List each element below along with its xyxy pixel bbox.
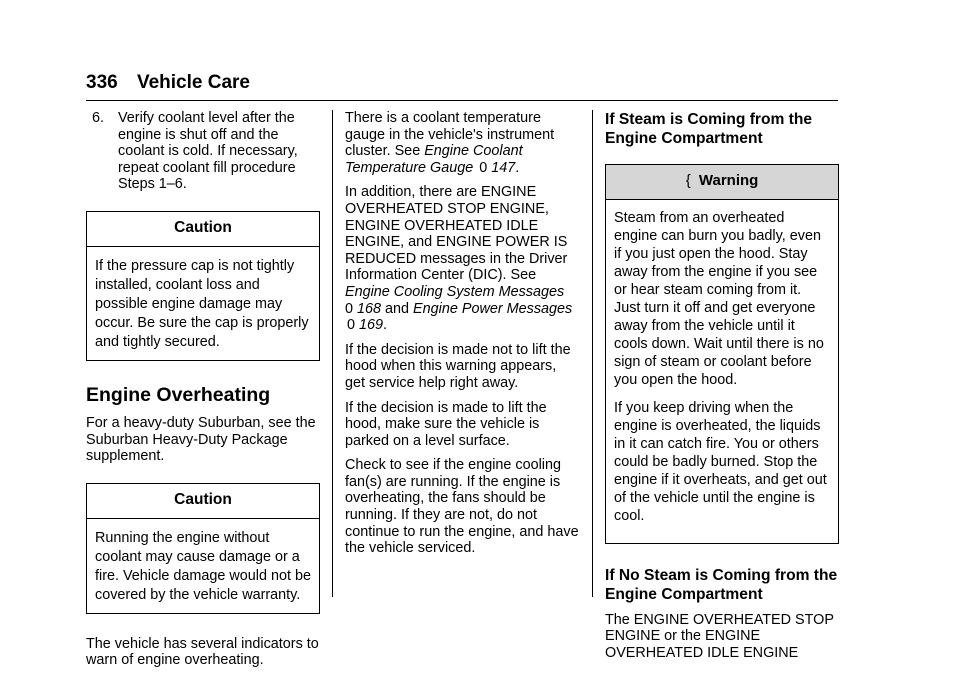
paragraph: The ENGINE OVERHEATED STOP ENGINE or the ENGINE OVERHEATED IDLE ENGINE	[605, 611, 834, 661]
paragraph-text: In addition, there are ENGINE OVERHEATED STOP ENGINE, ENGINE OVERHEATED IDLE ENGINE, and ENGINE POWER IS REDUCED messages in the Driver Information Center (DIC). See	[345, 184, 568, 284]
paragraph: Check to see if the engine cooling fan(s) are running. If the engine is overheating, the fans should be running. If they are not, do not continue to run the engine, and have the vehicle serviced.	[345, 457, 579, 557]
xref-icon: 0	[347, 317, 356, 334]
header-rule	[86, 100, 838, 101]
xref-icon: 0	[479, 159, 488, 176]
warning-title: Warning	[698, 172, 759, 189]
section-title: Vehicle Care	[136, 72, 251, 93]
subsection-heading: If Steam is Coming from the Engine Compartment	[605, 111, 813, 147]
caution-box	[86, 211, 320, 361]
column-divider	[592, 110, 593, 597]
caution-box	[86, 483, 320, 614]
cross-reference-link[interactable]: Engine Coolant Temperature Gauge	[345, 143, 523, 176]
step-number: 6.	[92, 110, 105, 126]
caution-title: Caution	[87, 212, 319, 247]
caution-body: If the pressure cap is not tightly installed, coolant loss and possible engine damage may occur. Be sure the cap is properly and tightly secured.	[95, 257, 309, 350]
paragraph: Steam from an overheated engine can burn you badly, even if you just open the hood. Stay away from the engine if you see or hear steam coming from it. Just turn it off and get everyone away from the vehicle until it cools down. Wait until there is no sign of steam or coolant before you open the hood.	[614, 209, 824, 388]
page-header	[86, 72, 250, 94]
column-3	[605, 110, 839, 669]
subsection-heading: If No Steam is Coming from the Engine Compartment	[605, 566, 838, 603]
paragraph: If the decision is made not to lift the hood when this warning appears, get service help right away.	[345, 341, 571, 391]
warning-icon: {	[685, 172, 691, 189]
paragraph: If the decision is made to lift the hood, make sure the vehicle is parked on a level surface.	[345, 399, 547, 449]
page-ref[interactable]: 169	[359, 317, 384, 334]
column-divider	[332, 110, 333, 597]
section-heading: Engine Overheating	[86, 383, 271, 406]
warning-header	[606, 165, 838, 200]
cross-reference-link[interactable]: Engine Cooling System Messages	[345, 283, 565, 300]
paragraph: For a heavy-duty Suburban, see the Suburban Heavy-Duty Package supplement.	[86, 415, 316, 465]
column-1	[86, 110, 320, 677]
caution-body: Running the engine without coolant may cause damage or a fire. Vehicle damage would not be covered by the vehicle warranty.	[95, 529, 311, 603]
warning-body	[606, 200, 838, 543]
paragraph: The vehicle has several indicators to warn of engine overheating.	[86, 635, 319, 669]
caution-title: Caution	[87, 484, 319, 519]
page-ref[interactable]: 147	[491, 159, 516, 176]
paragraph-text: and	[385, 300, 410, 317]
page-number: 336	[86, 72, 118, 93]
step-item	[86, 110, 320, 193]
paragraph-text: There is a coolant temperature gauge in the vehicle's instrument cluster. See	[345, 110, 555, 160]
paragraph: If you keep driving when the engine is overheated, the liquids in it can catch fire. You or others could be badly burned. Stop the engine if it overheats, and get out of the vehicle until the engine is cool.	[614, 399, 827, 524]
paragraph: In addition, there are ENGINE OVERHEATED STOP ENGINE, ENGINE OVERHEATED IDLE ENGINE, and ENGINE POWER IS REDUCED messages in the Driver Information Center (DIC). See Engine Cooling System Messages 0 168 and Engine Power Messages 0 169.	[345, 184, 573, 334]
step-text: Verify coolant level after the engine is shut off and the coolant is cold. If necessary, repeat coolant fill procedure Steps 1–6.	[118, 110, 298, 193]
page-ref[interactable]: 168	[357, 300, 382, 317]
xref-icon: 0	[345, 300, 354, 317]
column-2	[345, 110, 579, 565]
warning-box	[605, 164, 839, 544]
paragraph: There is a coolant temperature gauge in the vehicle's instrument cluster. See Engine Coolant Temperature Gauge 0 147.	[345, 110, 555, 176]
cross-reference-link[interactable]: Engine Power Messages	[413, 300, 573, 317]
